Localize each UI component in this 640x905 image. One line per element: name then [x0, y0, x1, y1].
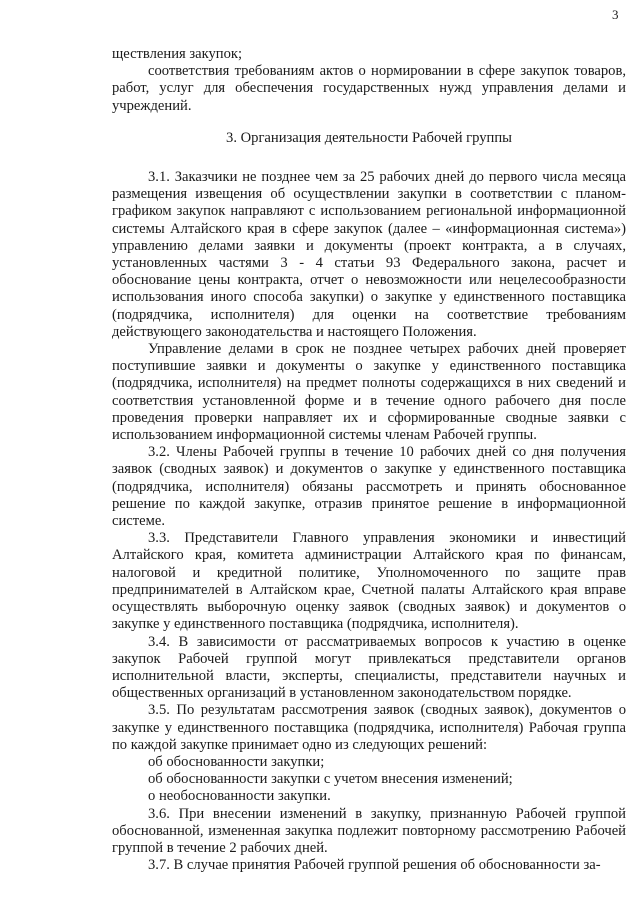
decision-option-justified-with-changes: об обоснованности закупки с учетом внесения изменений;	[148, 771, 513, 788]
paragraph-3-4: 3.4. В зависимости от рассматриваемых вопросов к участию в оценке закупок Рабочей группой могут привлекаться представители органов исполнительной власти, эксперты, специалисты, представители научных и общественных организаций в установленном законодательством порядке.	[112, 633, 626, 702]
section-heading: 3. Организация деятельности Рабочей группы	[226, 129, 512, 146]
continuation-line: ществления закупок;	[112, 46, 243, 62]
continuation-paragraph: соответствия требованиям актов о нормировании в сфере закупок товаров, работ, услуг для обеспечения государственных нужд управления делами и учреждений.	[112, 63, 626, 114]
page-number: 3	[612, 7, 619, 22]
paragraph-3-5: 3.5. По результатам рассмотрения заявок (сводных заявок), документов о закупке у единственного поставщика (подрядчика, исполнителя) Рабочая группа по каждой закупке принимает одно из следующих решений:	[112, 702, 626, 753]
paragraph-management-check: Управление делами в срок не позднее четырех рабочих дней проверяет поступившие заявки и документы о закупке у единственного поставщика (подрядчика, исполнителя) на предмет полноты содержащихся в них сведений и соответствия установленной форме и в течение одного рабочего дня после проведения проверки направляет их и сформированные сводные заявки с использованием информационной системы членам Рабочей группы.	[112, 341, 626, 444]
paragraph-3-3: 3.3. Представители Главного управления экономики и инвестиций Алтайского края, комитета администрации Алтайского края по финансам, налоговой и кредитной политике, Уполномоченного по защите прав предпринимателей в Алтайском крае, Счетной палаты Алтайского края вправе осуществлять выборочную оценку заявок (сводных заявок) и документов о закупке у единственного поставщика (подрядчика, исполнителя).	[112, 530, 626, 633]
decision-option-justified: об обоснованности закупки;	[148, 753, 325, 770]
paragraph-3-1: 3.1. Заказчики не позднее чем за 25 рабочих дней до первого числа месяца размещения извещения об осуществлении закупки в соответствии с планом-графиком закупок направляют с использованием региональной информационной системы Алтайского края в сфере закупок (далее – «информационная система») управлению делами заявки и документы (проект контракта, а в случаях, установленных частями 3 - 4 статьи 93 Федерального закона, расчет и обоснование цены контракта, отчет о невозможности или нецелесообразности использования иного способа закупки) о закупке у единственного поставщика (подрядчика, исполнителя) для оценки на соответствие требованиям действующего законодательства и настоящего Положения.	[112, 169, 626, 340]
document-body	[112, 46, 626, 874]
paragraph-3-7: 3.7. В случае принятия Рабочей группой решения об обоснованности за-	[148, 857, 601, 874]
decision-option-unjustified: о необоснованности закупки.	[148, 788, 331, 805]
paragraph-3-2: 3.2. Члены Рабочей группы в течение 10 рабочих дней со дня получения заявок (сводных заявок) и документов о закупке у единственного поставщика (подрядчика, исполнителя) обязаны рассмотреть и принять обоснованное решение по каждой закупке, отразив принятое решение в информационной системе.	[112, 444, 626, 530]
paragraph-3-6: 3.6. При внесении изменений в закупку, признанную Рабочей группой обоснованной, измененная закупка подлежит повторному рассмотрению Рабочей группой в течение 2 рабочих дней.	[112, 805, 626, 856]
